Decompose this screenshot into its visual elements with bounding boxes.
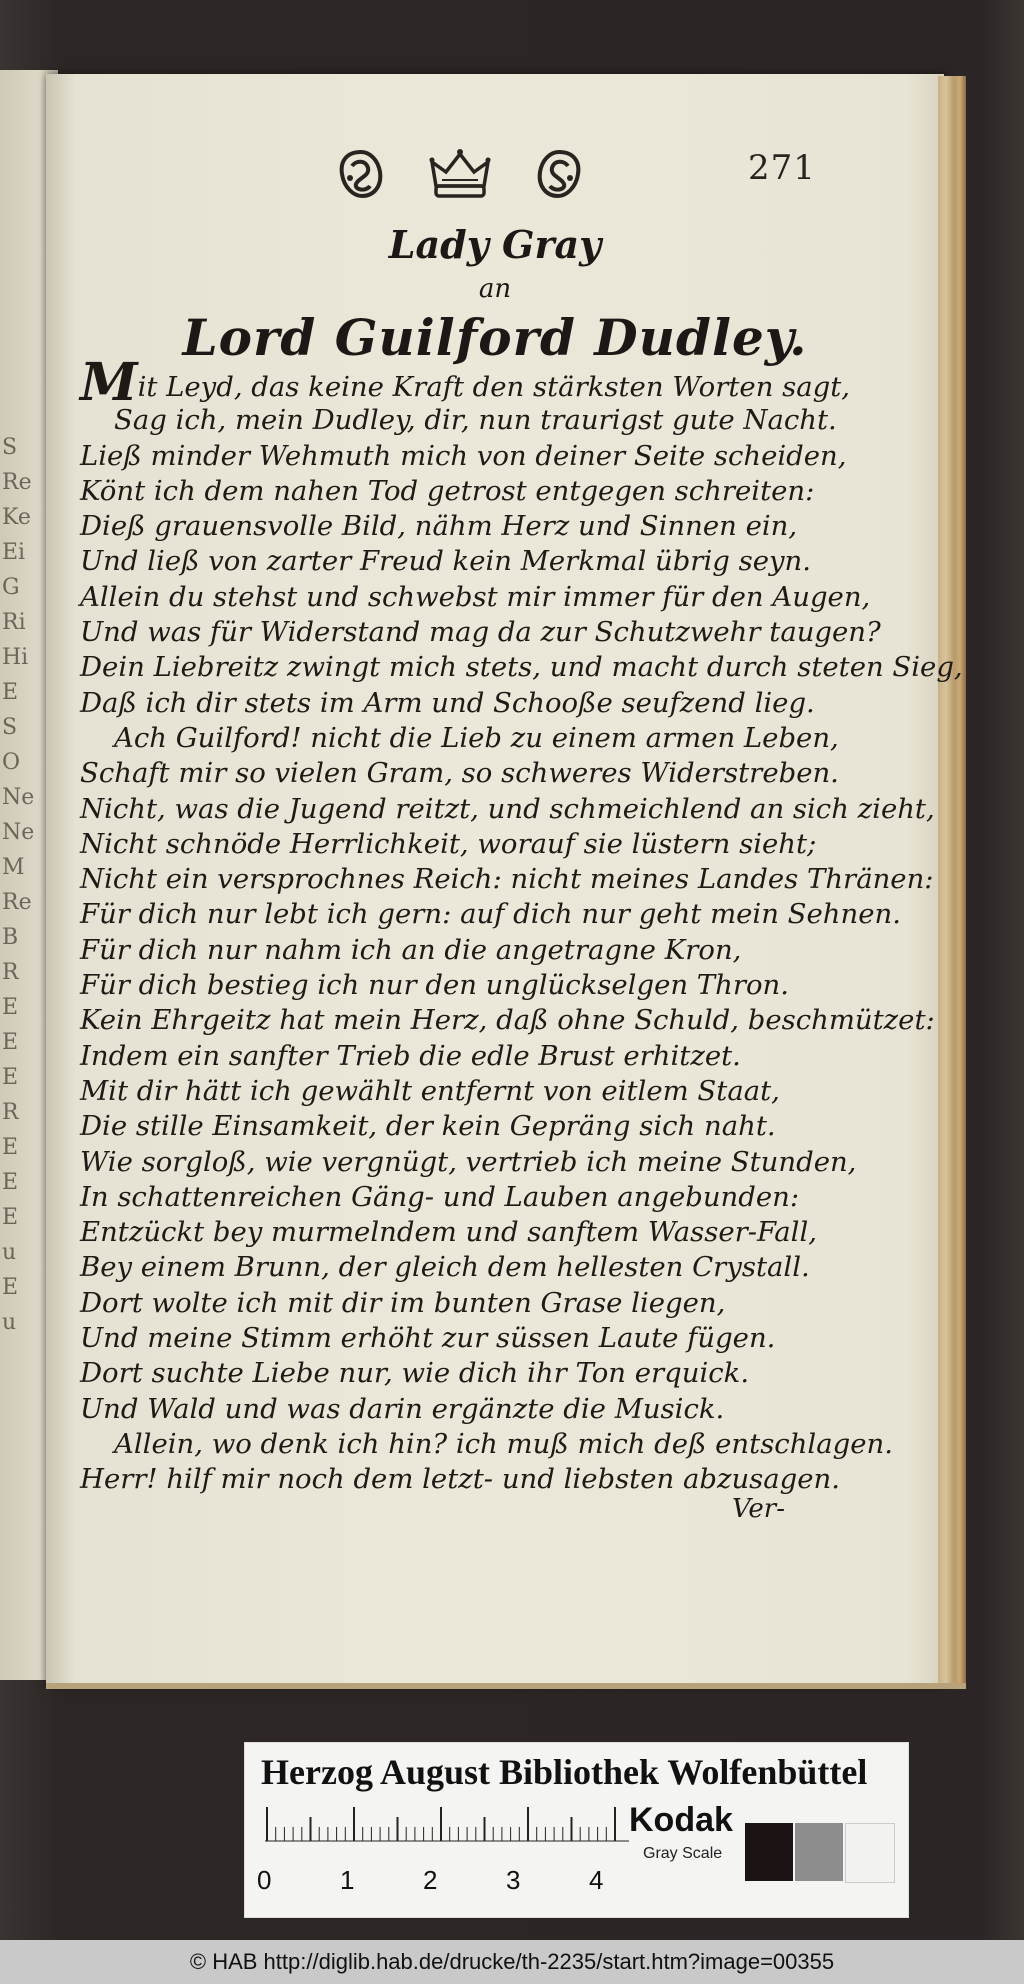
poem-line xyxy=(80,686,820,721)
poem-line xyxy=(80,544,820,579)
left-page-fragment: E xyxy=(2,1275,19,1300)
left-page-fragment: Re xyxy=(2,890,32,915)
left-page-fragment: E xyxy=(2,995,19,1020)
left-page-fragment: u xyxy=(2,1240,17,1265)
poem-line xyxy=(80,968,820,1003)
gray-scale-label: Gray Scale xyxy=(643,1845,723,1862)
poem-line-text: Entzückt bey murmelndem und sanftem Wasser-Fall, xyxy=(80,1216,817,1249)
poem-line-text: Und meine Stimm erhöht zur süssen Laute fügen. xyxy=(80,1322,776,1355)
poem-line-text: Nicht ein versprochnes Reich: nicht meines Landes Thränen: xyxy=(80,863,934,896)
poem-line xyxy=(80,756,839,791)
ruler-scale xyxy=(265,1807,629,1843)
left-page-fragment: E xyxy=(2,1135,19,1160)
left-page-fragment: E xyxy=(2,1065,19,1090)
swatch-black xyxy=(745,1823,793,1881)
poem-line xyxy=(80,1286,820,1321)
poem-line-text: Ließ minder Wehmuth mich von deiner Seite scheiden, xyxy=(80,439,847,472)
poem-line-text: Für dich nur nahm ich an die angetragne Kron, xyxy=(80,933,742,966)
poem-line-text: In schattenreichen Gäng- und Lauben angebunden: xyxy=(80,1180,800,1213)
crown-icon xyxy=(428,148,492,200)
poem-line-text: Dort suchte Liebe nur, wie dich ihr Ton erquick. xyxy=(80,1357,750,1390)
page-bottom-edge xyxy=(46,1683,966,1689)
left-page-fragment: S xyxy=(2,435,18,460)
poem-line-text: Und was für Widerstand mag da zur Schutzwehr taugen? xyxy=(80,616,881,649)
poem-line xyxy=(80,1145,857,1180)
poem-line-text: Dort wolte ich mit dir im bunten Grase liegen, xyxy=(80,1286,726,1319)
ruler-number: 4 xyxy=(589,1865,604,1895)
left-page-fragment: Re xyxy=(2,470,32,495)
poem-line xyxy=(80,439,847,474)
poem-line xyxy=(80,403,837,438)
poem-line xyxy=(80,615,881,650)
ruler-numbers xyxy=(257,1865,657,1895)
poem-line xyxy=(80,352,851,413)
poem-line xyxy=(80,1215,820,1250)
left-page-fragment: G xyxy=(2,575,20,600)
poem-line-text: Für dich bestieg ich nur den unglückselgen Thron. xyxy=(80,969,789,1002)
left-page-fragment: M xyxy=(2,855,25,880)
catchword: Ver- xyxy=(732,1494,785,1524)
poem-line xyxy=(80,1462,840,1497)
left-page-fragment: Ne xyxy=(2,820,35,845)
institution-name: Herzog August Bibliothek Wolfenbüttel xyxy=(261,1752,868,1792)
left-page-fragment: R xyxy=(2,960,19,985)
poem-line xyxy=(80,1356,820,1391)
poem-line-text: Für dich nur lebt ich gern: auf dich nur geht mein Sehnen. xyxy=(80,898,901,931)
poem-line xyxy=(80,827,820,862)
poem-line xyxy=(80,1321,820,1356)
poem-line xyxy=(80,1180,820,1215)
swatch-white xyxy=(845,1823,895,1883)
left-page-fragment: E xyxy=(2,1030,19,1055)
poem-line xyxy=(80,509,820,544)
poem-line xyxy=(80,1250,820,1285)
title-line-3: Lord Guilford Dudley. xyxy=(182,308,808,367)
left-page-fragment: Ne xyxy=(2,785,35,810)
poem-line xyxy=(80,580,871,615)
left-page-fragment: E xyxy=(2,1170,19,1195)
poem-line xyxy=(80,1392,820,1427)
color-target-card xyxy=(244,1742,909,1918)
poem-line-text: Und Wald und was darin ergänzte die Musick. xyxy=(80,1392,725,1425)
ruler-number: 0 xyxy=(257,1865,272,1895)
left-page-fragment: Ei xyxy=(2,540,26,565)
ornament-right-icon xyxy=(534,148,584,200)
poem-line xyxy=(80,650,963,685)
poem-line xyxy=(80,862,934,897)
title-line-1: Lady Gray xyxy=(388,222,602,267)
poem-line-text: Könt ich dem nahen Tod getrost entgegen schreiten: xyxy=(80,474,815,507)
poem-text xyxy=(80,352,963,1498)
poem-line xyxy=(80,933,820,968)
poem-line-text: Allein, wo denk ich hin? ich muß mich deß entschlagen. xyxy=(114,1427,893,1460)
poem-line-text: Nicht schnöde Herrlichkeit, worauf sie lüstern sieht; xyxy=(80,827,817,860)
poem-line-text: Dein Liebreitz zwingt mich stets, und macht durch steten Sieg, xyxy=(80,651,963,684)
poem-line xyxy=(80,721,839,756)
swatch-gray xyxy=(795,1823,843,1881)
title-line-2: an xyxy=(478,274,512,304)
poem-line xyxy=(80,1039,820,1074)
poem-line-text: Mit dir hätt ich gewählt entfernt von eitlem Staat, xyxy=(80,1074,780,1107)
left-page-fragment: Ke xyxy=(2,505,31,530)
left-page-fragment: S xyxy=(2,715,18,740)
poem-line-text: Die stille Einsamkeit, der kein Gepräng sich naht. xyxy=(80,1110,776,1143)
poem-line-text: Und ließ von zarter Freud kein Merkmal übrig seyn. xyxy=(80,545,811,578)
left-page-fragment: E xyxy=(2,680,19,705)
poem-line-text: Herr! hilf mir noch dem letzt- und liebsten abzusagen. xyxy=(80,1463,840,1496)
poem-line xyxy=(80,1109,820,1144)
left-page-fragment: Ri xyxy=(2,610,26,635)
poem-line xyxy=(80,1003,935,1038)
kodak-brand: Kodak xyxy=(629,1801,733,1839)
left-page-fragment: E xyxy=(2,1205,19,1230)
drop-initial: M xyxy=(80,352,138,413)
poem-line-text: Indem ein sanfter Trieb die edle Brust erhitzet. xyxy=(80,1039,741,1072)
page-number: 271 xyxy=(748,148,816,188)
poem-line-text: Ach Guilford! nicht die Lieb zu einem armen Leben, xyxy=(114,721,839,754)
poem-line-text: it Leyd, das keine Kraft den stärksten Worten sagt, xyxy=(137,371,851,403)
poem-line xyxy=(80,1074,820,1109)
left-page-fragment: O xyxy=(2,750,21,775)
poem-line-text: Allein du stehst und schwebst mir immer für den Augen, xyxy=(80,580,871,613)
ruler-number: 1 xyxy=(340,1865,355,1895)
poem-line-text: Daß ich dir stets im Arm und Schooße seufzend lieg. xyxy=(80,686,815,719)
poem-line xyxy=(80,1427,893,1462)
poem-line-text: Nicht, was die Jugend reitzt, und schmeichlend an sich zieht, xyxy=(80,792,935,825)
left-page-fragment: u xyxy=(2,1310,17,1335)
left-page-fragment: Hi xyxy=(2,645,29,670)
poem-line xyxy=(80,474,820,509)
left-page-fragment: B xyxy=(2,925,19,950)
poem-line xyxy=(80,792,935,827)
left-page-fragment: R xyxy=(2,1100,19,1125)
ruler-number: 3 xyxy=(506,1865,521,1895)
poem-line-text: Schaft mir so vielen Gram, so schweres Widerstreben. xyxy=(80,757,839,790)
poem-line-text: Wie sorgloß, wie vergnügt, vertrieb ich meine Stunden, xyxy=(80,1145,857,1178)
poem-line xyxy=(80,897,901,932)
poem-line-text: Dieß grauensvolle Bild, nähm Herz und Sinnen ein, xyxy=(80,510,798,543)
ruler-number: 2 xyxy=(423,1865,438,1895)
footer-credit[interactable]: © HAB http://diglib.hab.de/drucke/th-2235/start.htm?image=00355 xyxy=(0,1940,1024,1984)
poem-line-text: Kein Ehrgeitz hat mein Herz, daß ohne Schuld, beschmützet: xyxy=(80,1004,935,1037)
left-page-text-fragments xyxy=(2,430,36,1340)
ornament-left-icon xyxy=(336,148,386,200)
poem-line-text: Bey einem Brunn, der gleich dem hellesten Crystall. xyxy=(80,1251,810,1284)
poem-line-text: Sag ich, mein Dudley, dir, nun traurigst gute Nacht. xyxy=(114,404,837,437)
